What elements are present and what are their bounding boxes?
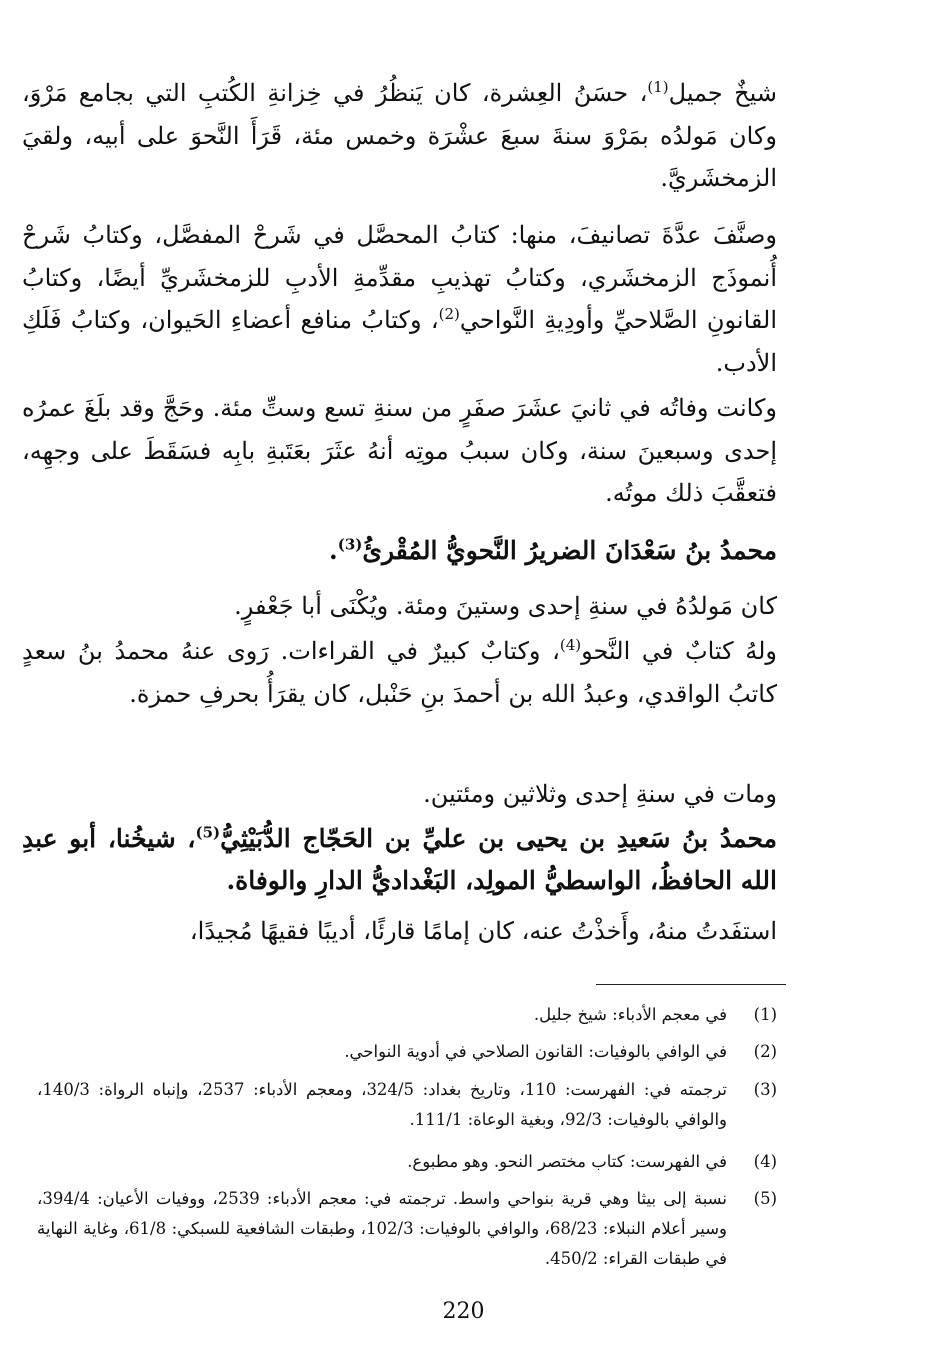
paragraph-5 (22, 630, 777, 715)
paragraph-3 (22, 387, 777, 515)
paragraph-7 (22, 910, 777, 953)
paragraph-1 (22, 72, 777, 200)
paragraph-text: ، حسَنُ العِشرة، كان يَنظُرُ في خِزانةِ الكُتبِ التي بجامع مَرْوَ، وكان مَولدُه بمَرْوَ سنةَ سبعَ عشْرَة وخمس مئة، قَرَأَ النَّحوَ على أبيه، ولقيَ الزمخشَريَّ. (22, 79, 777, 192)
entry-heading-1 (22, 530, 777, 572)
paragraph-text: استفَدتُ منهُ، وأَخذْتُ عنه، كان إمامًا قارئًا، أديبًا فقيهًا مُجيدًا، (189, 917, 777, 945)
paragraph-text: وصنَّفَ عدَّةَ تصانيفَ، منها: كتابُ المحصَّل في شَرحْ المفصَّل، وكتابُ شَرحْ أُنموذَج الزمخشَري، وكتابُ تهذيبِ مقدِّمةِ الأدبِ للزمخشَريِّ أيضًا، وكتابُ القانونِ الصَّلاحيِّ وأودِيةِ النَّواحي (22, 221, 778, 334)
paragraph-2 (22, 214, 777, 384)
entry-heading-2 (22, 818, 777, 902)
heading-text: . (329, 536, 338, 565)
footnote-marker: (2) (438, 305, 460, 323)
paragraph-4 (22, 585, 777, 628)
footnote-number: (3) (753, 1080, 777, 1099)
footnote-3 (37, 1075, 777, 1135)
heading-text: محمدُ بنُ سَعْدَانَ الضريرُ النَّحويُّ المُقْرئُ (362, 536, 777, 565)
footnote-text: في الوافي بالوفيات: القانون الصلاحي في أدوية النواحي. (344, 1042, 727, 1061)
footnote-marker: (3) (337, 535, 363, 554)
footnote-2 (37, 1037, 777, 1067)
footnote-separator (596, 984, 786, 985)
footnote-marker: (5) (195, 823, 221, 842)
footnote-marker: (1) (647, 78, 669, 96)
footnote-text: في الفهرست: كتاب مختصر النحو. وهو مطبوع. (407, 1152, 727, 1171)
footnote-text: في معجم الأدباء: شيخ جليل. (533, 1005, 727, 1024)
heading-text: ، شيخُنا، أبو عبدِ الله الحافظُ، الواسطيُّ المولِد، البَغْداديُّ الدارِ والوفاة. (22, 824, 777, 895)
footnote-text: نسبة إلى بيثا وهي قرية بنواحي واسط. ترجمته في: معجم الأدباء: 2539، ووفيات الأعيان: 394/4، وسير أعلام النبلاء: 68/23، والوافي بالوفيات: 102/3، وطبقات الشافعية للسبكي: 61/8، وغاية النهاية في طبقات القراء: 450/2. (37, 1189, 727, 1268)
footnote-4 (37, 1147, 777, 1177)
heading-text: محمدُ بنُ سَعيدِ بن يحيى بن عليِّ بن الحَجّاج الدُّبَيْثِيُّ (220, 824, 777, 853)
paragraph-6 (22, 773, 777, 816)
paragraph-text: شيخٌ جميل (668, 79, 777, 107)
footnote-text: ترجمته في: الفهرست: 110، وتاريخ بغداد: 324/5، ومعجم الأدباء: 2537، وإنباه الرواة: 140/3، والوافي بالوفيات: 92/3، وبغية الوعاة: 111/1. (37, 1080, 727, 1129)
footnote-1 (37, 1000, 777, 1030)
page-number: 220 (442, 1299, 485, 1324)
footnote-5 (37, 1184, 777, 1274)
footnote-number: (1) (753, 1005, 777, 1024)
paragraph-text: ولهُ كتابٌ في النَّحو (581, 637, 777, 665)
footnote-marker: (4) (559, 636, 582, 654)
paragraph-text: ، وكتابٌ كبيرٌ في القراءات. رَوى عنهُ محمدُ بنُ سعدٍ كاتبُ الواقدي، وعبدُ الله بن أحمدَ بنِ حَنْبل، كان يقرَأُ بحرفِ حمزة. (22, 637, 777, 708)
footnote-number: (2) (753, 1042, 777, 1061)
paragraph-text: ، وكتابُ منافع أعضاءِ الحَيوان، وكتابُ فَلَكِ الأدب. (22, 306, 777, 377)
footnote-number: (4) (753, 1152, 777, 1171)
paragraph-text: ومات في سنةِ إحدى وثلاثين ومئتين. (423, 780, 777, 808)
paragraph-text: وكانت وفاتُه في ثانيَ عشَرَ صفَرٍ من سنةِ تسع وستِّ مئة. وحَجَّ وقد بلَغَ عمرُه إحدى وسبعينَ سنة، وكان سببُ موتِه أنهُ عثَرَ بعَتَبةِ بابِه فسَقَطَ على وجهِه، فتعقَّبَ ذلك موتُه. (22, 394, 777, 507)
paragraph-text: كان مَولدُهُ في سنةِ إحدى وستينَ ومئة. ويُكْنَى أبا جَعْفرٍ. (234, 592, 777, 620)
footnote-number: (5) (753, 1189, 777, 1208)
